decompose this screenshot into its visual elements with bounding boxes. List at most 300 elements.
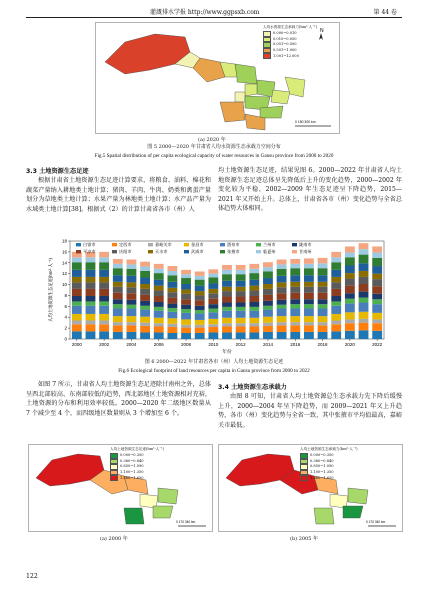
bar-segment [181,333,191,339]
figure-5-map [95,22,340,134]
section-3-4-para: 由图 8 可知，甘肃省人均土地资源总生态承载力先下降后缓慢上升，2000—2004 年呈下降趋势，而 2009—2021 年又上升趋势，各市（州）变化趋势与全省一致，其中张掖市平均值最高，嘉峪关市最低。 [218,393,402,429]
bar-segment [345,246,355,252]
bar-segment [263,295,273,301]
legend-label: 陇南市 [299,242,312,247]
bar-segment [113,325,123,332]
legend-swatch [300,475,308,481]
legend-label: 0.000~0.350 [310,453,334,458]
bar-segment [318,325,328,332]
bar-segment [72,331,82,339]
bar-segment [359,277,369,284]
region-east2 [153,506,173,518]
bar-segment [72,277,82,282]
bar-segment [345,286,355,294]
legend-swatch [220,243,225,246]
bar-segment [359,255,369,264]
header-rule [26,17,402,18]
bar-segment [127,287,137,293]
bar-segment [86,289,96,296]
bar-segment [277,264,287,268]
bar-segment [99,262,109,270]
bar-segment [127,269,137,276]
bar-segment [72,301,82,305]
bar-segment [86,320,96,324]
bar-segment [86,277,96,282]
bar-segment [181,328,191,333]
bar-segment [86,282,96,289]
bar-segment [208,309,218,313]
legend-swatch [184,250,189,253]
bar-segment [290,325,300,332]
bar-segment [140,271,150,278]
bar-segment [208,332,218,339]
legend-label: 武威市 [191,249,204,254]
bar-segment [208,299,218,304]
legend-label: 0.051~0.500 [273,42,297,47]
bar-segment [181,319,191,324]
bar-segment [249,280,259,286]
bar-segment [99,289,109,296]
bar-segment [236,281,246,287]
bar-segment [140,262,150,267]
legend-label: 1.360~1.650 [310,475,334,480]
bar-segment [249,286,259,291]
bar-segment [345,279,355,286]
bar-segment [99,277,109,282]
bar-segment [359,330,369,339]
x-tick-label: 2012 [235,342,246,347]
fig5-legend-item [263,53,317,59]
legend-label: 甘南州 [299,249,312,254]
bar-segment [127,300,137,305]
region-wuwei [235,64,257,84]
bar-segment [372,266,382,274]
x-tick-label: 2010 [208,342,219,347]
scale-label: 0 150 300 km [295,120,316,124]
bar-segment [222,332,232,339]
bar-segment [113,282,123,287]
legend-swatch [76,243,81,246]
bar-segment [263,326,273,332]
bar-segment [222,270,232,274]
bar-segment [318,263,328,268]
bar-segment [236,291,246,296]
bar-segment [277,282,287,287]
bar-segment [318,332,328,339]
legend-swatch [263,53,271,59]
bar-segment [208,324,218,327]
bar-segment [331,331,341,339]
bar-segment [359,249,369,254]
bar-segment [372,274,382,279]
bar-segment [359,312,369,319]
bar-segment [304,304,314,308]
bar-segment [167,308,177,312]
bar-segment [304,325,314,332]
legend-label: 0.010~0.050 [273,36,297,41]
legend-label: 0.850~1.090 [310,464,334,469]
bar-segment [222,274,232,281]
bar-segment [304,299,314,304]
bar-segment [86,296,96,301]
legend-label: 1.100~1.350 [120,470,144,475]
bar-segment [263,310,273,317]
bar-segment [181,309,191,313]
bar-segment [222,297,232,303]
bar-segment [181,294,191,299]
bar-segment [154,311,164,318]
bar-segment [359,271,369,277]
bar-segment [263,301,273,306]
legend-swatch [220,250,225,253]
bar-segment [86,257,96,262]
bar-segment [359,323,369,331]
legend-rows-a [110,453,164,481]
bar-segment [127,260,137,265]
figure-6-caption-en: Fig.6 Ecological footprint of land resources per capita in Gansu province from 2000 to 2022 [118,368,310,374]
bar-segment [359,298,369,303]
bar-segment [140,284,150,289]
bar-segment [208,304,218,308]
legend-label: 嘉峪关市 [155,242,172,247]
bar-segment [154,273,164,280]
y-tick-label: 6 [64,303,67,309]
bar-segment [222,287,232,291]
bar-segment [181,284,191,289]
bar-segment [249,296,259,302]
bar-segment [345,312,355,319]
bar-segment [86,324,96,331]
bar-segment [304,293,314,300]
bar-segment [290,299,300,304]
section-3-3-title: 3.3 土地资源生态足迹 [26,168,89,175]
bar-segment [331,314,341,321]
bar-segment [249,264,259,269]
bar-segment [208,319,218,324]
journal-name: 灌溉排水学报 http://www.ggpsxb.com [150,9,260,16]
bar-segment [304,322,314,325]
bar-segment [99,296,109,301]
bar-segment [127,325,137,332]
legend-label: 1.001~12.000 [273,53,299,58]
legend-swatch [112,250,117,253]
bar-segment [290,268,300,275]
y-tick-label: 16 [61,249,67,255]
bar-segment [290,304,300,308]
legend-label: 0.000~0.010 [273,31,297,36]
figure-6-caption-cn: 图 6 2000—2022 年甘肃省各市（州）人均土地资源生态足迹 [144,359,284,365]
bar-segment [195,310,205,313]
y-tick-label: 10 [61,282,67,288]
bar-segment [359,243,369,249]
bar-segment [99,252,109,257]
bar-segment [86,314,96,321]
bar-segment [304,275,314,282]
figure-7a-sub-caption: (a) 2000 年 [100,536,128,542]
x-tick-label: 2006 [153,342,164,347]
bar-segment [304,316,314,322]
bar-segment [113,293,123,300]
bar-segment [127,264,137,268]
scale-label-a: 0 170 340 km [176,520,196,524]
bar-segment [113,332,123,339]
legend-swatch [148,243,153,246]
figure-5-caption-en: Fig.5 Spatial distribution of per capita ecological capacity of water resources in Gansu province from 2000 to 2020 [94,153,334,159]
bar-segment [86,262,96,270]
bar-segment [154,264,164,269]
bar-segment [359,284,369,292]
legend-label: 0.360~0.840 [310,458,334,463]
bar-segment [263,323,273,326]
bar-segment [113,287,123,293]
bar-segment [372,319,382,323]
figure-5-legend [263,25,317,59]
bar-segment [127,316,137,322]
bar-segment [372,299,382,304]
bar-segment [345,257,355,265]
bar-segment [249,323,259,326]
bar-segment [154,269,164,273]
legend-label: 0.000~0.350 [120,453,144,458]
bar-segment [277,269,287,276]
bar-segment [181,270,191,274]
bar-segment [345,252,355,257]
region-gannan [220,102,245,122]
bar-segment [208,283,218,288]
bar-segment [113,316,123,322]
bar-segment [318,304,328,308]
bar-segment [167,282,177,288]
page-number: 122 [26,573,38,580]
bar-segment [249,318,259,323]
bar-segment [86,306,96,314]
bar-segment [249,291,259,296]
region-south [314,508,334,524]
bar-segment [127,309,137,317]
running-header [0,4,427,18]
bar-segment [318,275,328,282]
legend-label: 酒泉市 [227,242,240,247]
bar-segment [86,301,96,305]
bar-segment [331,270,341,277]
bar-segment [195,286,205,291]
bar-segment [236,303,246,307]
bar-segment [277,287,287,293]
bar-segment [331,277,341,282]
bar-segment [304,309,314,317]
volume-label: 第 44 卷 [373,9,397,16]
figure-7a-legend [110,447,164,481]
legend-label: 0.850~1.090 [120,464,144,469]
bar-segment [290,322,300,325]
x-tick-label: 2018 [317,342,328,347]
region-tianshui [260,106,283,118]
x-tick-label: 2016 [290,342,301,347]
bar-segment [72,314,82,321]
bar-segment [372,258,382,266]
legend-label: 金昌市 [191,242,204,247]
bar-segment [72,324,82,331]
bar-segment [304,282,314,287]
bar-segment [318,282,328,287]
bar-segment [99,282,109,289]
bar-segment [277,309,287,317]
bar-segment [181,274,191,278]
bar-segment [113,309,123,317]
bar-segment [86,331,96,339]
legend-rows [263,31,317,59]
bar-segment [86,270,96,277]
bar-segment [113,259,123,264]
bar-segment [372,323,382,331]
legend-label: 平凉市 [83,249,96,254]
bar-segment [222,265,232,270]
figure-7b-legend [300,447,358,481]
bar-segment [181,325,191,328]
bar-segment [331,324,341,331]
bar-segment [263,262,273,267]
y-tick-label: 14 [61,260,67,266]
bar-segment [331,289,341,296]
bar-segment [318,258,328,263]
bar-segment [290,287,300,293]
region-linxia [235,92,245,102]
bar-segment [345,273,355,278]
bar-segment [345,266,355,274]
bar-segment [359,303,369,312]
figure-6-chart [32,235,394,355]
bar-segment [167,271,177,275]
bar-segment [359,292,369,298]
bar-segment [249,273,259,280]
bar-segment [167,288,177,292]
bar-segment [208,277,218,283]
bar-segment [127,282,137,287]
region-lanzhou [245,84,257,96]
bar-segment [154,280,164,286]
bar-segment [249,302,259,307]
bar-segment [195,291,205,295]
bar-segment [72,296,82,301]
bar-segment [236,270,246,274]
y-tick-label: 4 [64,314,67,320]
bar-segment [167,266,177,271]
bar-segment [263,267,273,271]
bar-segment [140,295,150,301]
legend-label: 0.360~0.840 [120,458,144,463]
figure-7b-map [218,444,403,532]
bar-segment [167,333,177,339]
bar-segment [140,306,150,310]
legend-swatch [256,243,261,246]
bar-segment [167,275,177,282]
bar-segment [140,310,150,317]
bar-segment [72,270,82,277]
bar-segment [127,332,137,339]
bar-segment [372,286,382,294]
legend-title-a: 人均土地资源生态足迹(hm²·人⁻¹) [110,447,164,451]
bar-segment [331,257,341,262]
bar-segment [222,281,232,287]
bar-segment [290,275,300,282]
bar-segment [359,263,369,271]
bar-segment [181,289,191,293]
x-tick-label: 2022 [372,342,383,347]
bar-segment [236,323,246,326]
x-tick-label: 2020 [344,342,355,347]
bar-segment [236,287,246,291]
bar-segment [372,313,382,320]
bar-segment [277,300,287,305]
bar-segment [99,257,109,262]
bar-segment [154,307,164,311]
bar-segment [195,313,205,320]
bar-segment [167,298,177,304]
region-east1 [158,488,178,504]
y-tick-label: 18 [61,238,67,244]
body-left-lower: 如图 7 所示，甘肃省人均土地资源生态足迹除甘南州之外，总体呈西北部较高、东南部较低的趋势，西北部地区土地资源相对充裕，土地资源的分布和利用效率较低。2000—2020 年二级地区数量从 7 个减少至 4 个，而四级地区数量则从 3 个增加至 6 个。 [26,381,211,417]
bar-segment [277,260,287,265]
bar-segment [195,328,205,333]
bar-segment [372,252,382,257]
bar-segment [140,289,150,295]
legend-label: 兰州市 [263,242,276,247]
bar-segment [372,331,382,339]
bar-segment [331,282,341,289]
bar-segment [372,294,382,299]
bar-segment [181,278,191,284]
y-tick-label: 12 [61,271,67,277]
bar-segment [331,296,341,301]
bar-segment [195,320,205,325]
bar-segment [113,299,123,304]
bar-segment [290,293,300,300]
bar-segment [345,304,355,313]
bar-segment [208,269,218,273]
bar-segment [263,306,273,310]
bar-segment [140,277,150,284]
legend-swatch [292,243,297,246]
bar-segment [113,304,123,308]
bar-segment [167,304,177,308]
bar-segment [195,325,205,328]
bar-segment [167,312,177,319]
bar-segment [99,270,109,277]
bar-segment [318,299,328,304]
bar-segment [249,311,259,318]
bar-segment [304,264,314,268]
legend-label: 0.501~1.000 [273,48,297,53]
bar-segment [290,332,300,339]
bar-segment [249,332,259,339]
bar-segment [331,301,341,305]
bar-segment [167,292,177,297]
bar-segment [222,323,232,326]
bar-segment [331,320,341,324]
bar-segment [154,326,164,332]
x-axis-label: 年份 [222,349,232,354]
bar-segment [318,293,328,300]
fig7b-legend-item [300,475,358,481]
north-arrow-label: N [320,28,324,34]
bar-segment [372,246,382,252]
y-tick-label: 2 [64,325,67,331]
bar-segment [99,320,109,324]
bar-segment [359,319,369,323]
region-pingliang [271,90,290,104]
bar-segment [236,318,246,323]
bar-segment [249,326,259,332]
